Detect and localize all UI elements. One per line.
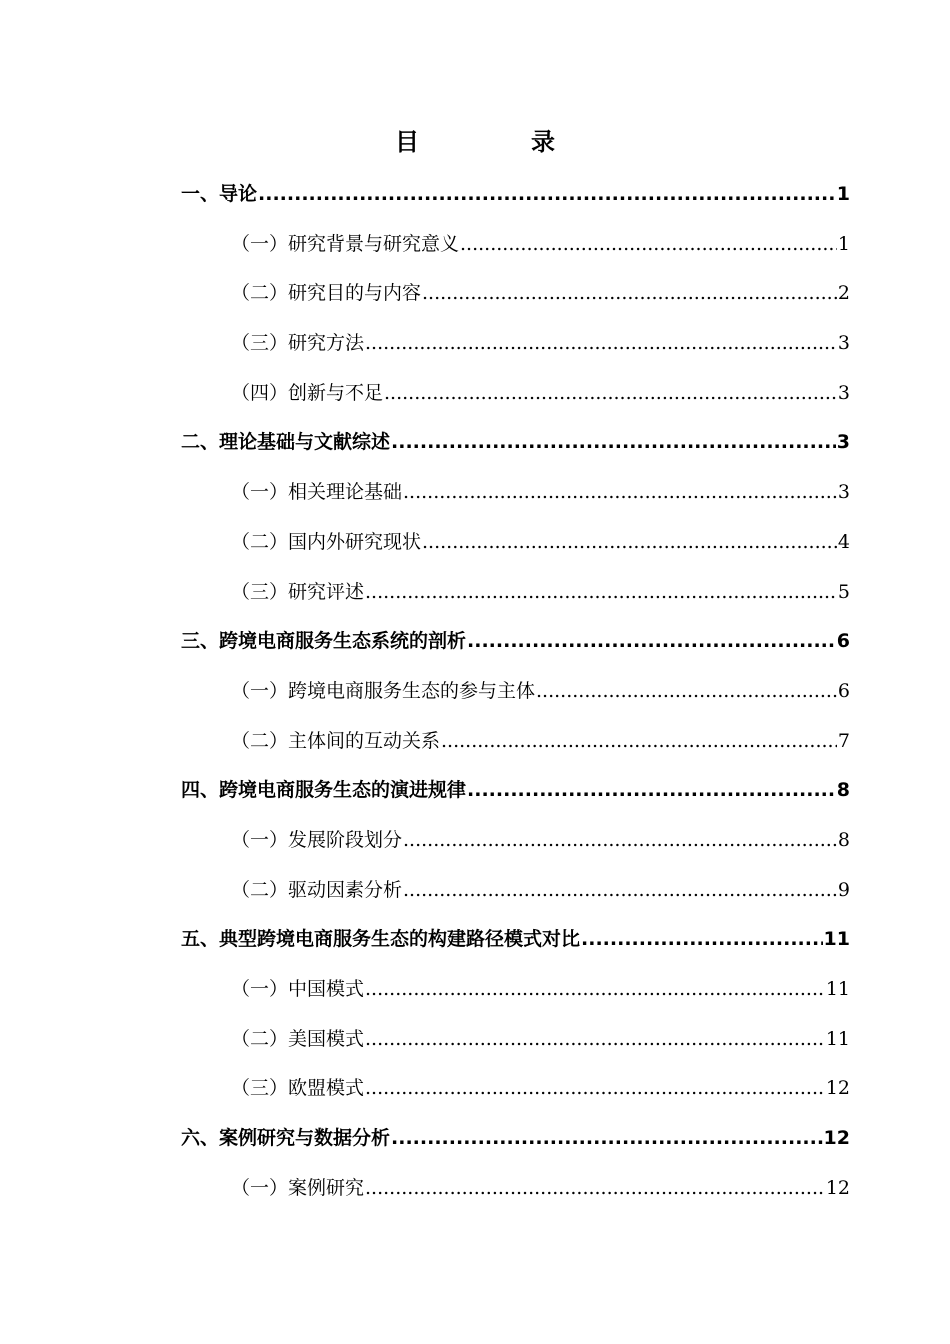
toc-entry[interactable] bbox=[181, 822, 850, 872]
toc-entry[interactable] bbox=[181, 275, 850, 325]
toc-entry[interactable] bbox=[181, 1070, 850, 1120]
toc-page-number: 9 bbox=[837, 878, 850, 901]
toc-entry-text: （二）主体间的互动关系 bbox=[231, 729, 441, 752]
toc-entry[interactable] bbox=[181, 474, 850, 524]
toc-entry-text: （二）研究目的与内容 bbox=[231, 282, 422, 305]
toc-page-number: 12 bbox=[825, 1077, 850, 1100]
toc-entry-text: （一）研究背景与研究意义 bbox=[231, 232, 460, 255]
toc-dot-leader bbox=[403, 822, 837, 858]
toc-entry-text: 三、跨境电商服务生态系统的剖析 bbox=[181, 630, 467, 653]
toc-page-number: 3 bbox=[836, 431, 850, 454]
toc-entry-text: （一）跨境电商服务生态的参与主体 bbox=[231, 679, 536, 702]
toc-entry[interactable] bbox=[181, 623, 850, 673]
toc-page-number: 3 bbox=[837, 332, 850, 355]
toc-dot-leader bbox=[467, 772, 836, 808]
toc-entry-text: （三）研究评述 bbox=[231, 580, 365, 603]
toc-entry[interactable] bbox=[181, 1170, 850, 1220]
toc-entry[interactable] bbox=[181, 921, 850, 971]
toc-page-number: 1 bbox=[837, 232, 850, 255]
toc-entry[interactable] bbox=[181, 971, 850, 1021]
toc-page-number: 5 bbox=[837, 580, 850, 603]
toc-entry-text: （三）欧盟模式 bbox=[231, 1077, 365, 1100]
toc-entry-text: （一）发展阶段划分 bbox=[231, 828, 403, 851]
toc-dot-leader bbox=[258, 176, 836, 212]
toc-dot-leader bbox=[422, 275, 837, 311]
toc-entry[interactable] bbox=[181, 723, 850, 773]
toc-entry-text: （二）国内外研究现状 bbox=[231, 530, 422, 553]
toc-page-number: 6 bbox=[837, 679, 850, 702]
toc-entry[interactable] bbox=[181, 1021, 850, 1071]
toc-dot-leader bbox=[365, 1170, 825, 1206]
toc-dot-leader bbox=[365, 971, 825, 1007]
toc-dot-leader bbox=[403, 474, 837, 510]
toc-entry-text: 五、典型跨境电商服务生态的构建路径模式对比 bbox=[181, 928, 581, 951]
toc-entry[interactable] bbox=[181, 1120, 850, 1170]
toc-page-number: 12 bbox=[825, 1176, 850, 1199]
toc-entry-text: （一）中国模式 bbox=[231, 978, 365, 1000]
toc-page-number: 7 bbox=[837, 729, 850, 752]
toc-dot-leader bbox=[365, 574, 837, 610]
toc-dot-leader bbox=[365, 325, 837, 361]
toc-page-number: 1 bbox=[836, 183, 850, 205]
toc-entry-text: 一、导论 bbox=[181, 183, 258, 205]
toc-page-number: 2 bbox=[837, 282, 850, 305]
toc-dot-leader bbox=[365, 1021, 825, 1057]
toc-list bbox=[181, 176, 850, 1219]
toc-page-number: 3 bbox=[837, 381, 850, 404]
toc-dot-leader bbox=[581, 921, 823, 957]
toc-entry-text: （一）案例研究 bbox=[231, 1176, 365, 1199]
toc-entry[interactable] bbox=[181, 176, 850, 226]
toc-page-number: 3 bbox=[837, 481, 850, 504]
toc-entry-text: （二）美国模式 bbox=[231, 1027, 365, 1050]
toc-dot-leader bbox=[441, 723, 837, 759]
toc-entry[interactable] bbox=[181, 375, 850, 425]
toc-dot-leader bbox=[365, 1070, 825, 1106]
toc-page-number: 11 bbox=[825, 1027, 850, 1050]
toc-page-number: 8 bbox=[836, 779, 850, 802]
toc-entry[interactable] bbox=[181, 772, 850, 822]
toc-title: 目 录 bbox=[395, 128, 599, 156]
toc-dot-leader bbox=[536, 673, 837, 709]
toc-dot-leader bbox=[467, 623, 836, 659]
toc-page-number: 12 bbox=[823, 1127, 850, 1150]
toc-entry-text: 六、案例研究与数据分析 bbox=[181, 1127, 391, 1150]
toc-page-number: 8 bbox=[837, 828, 850, 851]
toc-entry[interactable] bbox=[181, 673, 850, 723]
toc-entry-text: 四、跨境电商服务生态的演进规律 bbox=[181, 779, 467, 802]
toc-dot-leader bbox=[391, 1120, 823, 1156]
toc-entry[interactable] bbox=[181, 325, 850, 375]
toc-dot-leader bbox=[391, 424, 836, 460]
toc-dot-leader bbox=[460, 226, 837, 262]
toc-entry-text: （二）驱动因素分析 bbox=[231, 878, 403, 901]
toc-entry-text: （三）研究方法 bbox=[231, 332, 365, 355]
toc-entry[interactable] bbox=[181, 424, 850, 474]
toc-entry-text: （一）相关理论基础 bbox=[231, 481, 403, 504]
toc-entry[interactable] bbox=[181, 574, 850, 624]
toc-page-number: 4 bbox=[837, 530, 850, 553]
toc-entry-text: （四）创新与不足 bbox=[231, 381, 384, 404]
toc-page-number: 11 bbox=[825, 978, 850, 1000]
toc-entry[interactable] bbox=[181, 226, 850, 276]
toc-entry[interactable] bbox=[181, 524, 850, 574]
toc-page-number: 11 bbox=[823, 928, 850, 951]
toc-dot-leader bbox=[384, 375, 837, 411]
toc-entry[interactable] bbox=[181, 872, 850, 922]
toc-entry-text: 二、理论基础与文献综述 bbox=[181, 431, 391, 454]
toc-page-number: 6 bbox=[836, 630, 850, 653]
toc-dot-leader bbox=[422, 524, 837, 560]
toc-dot-leader bbox=[403, 872, 837, 908]
